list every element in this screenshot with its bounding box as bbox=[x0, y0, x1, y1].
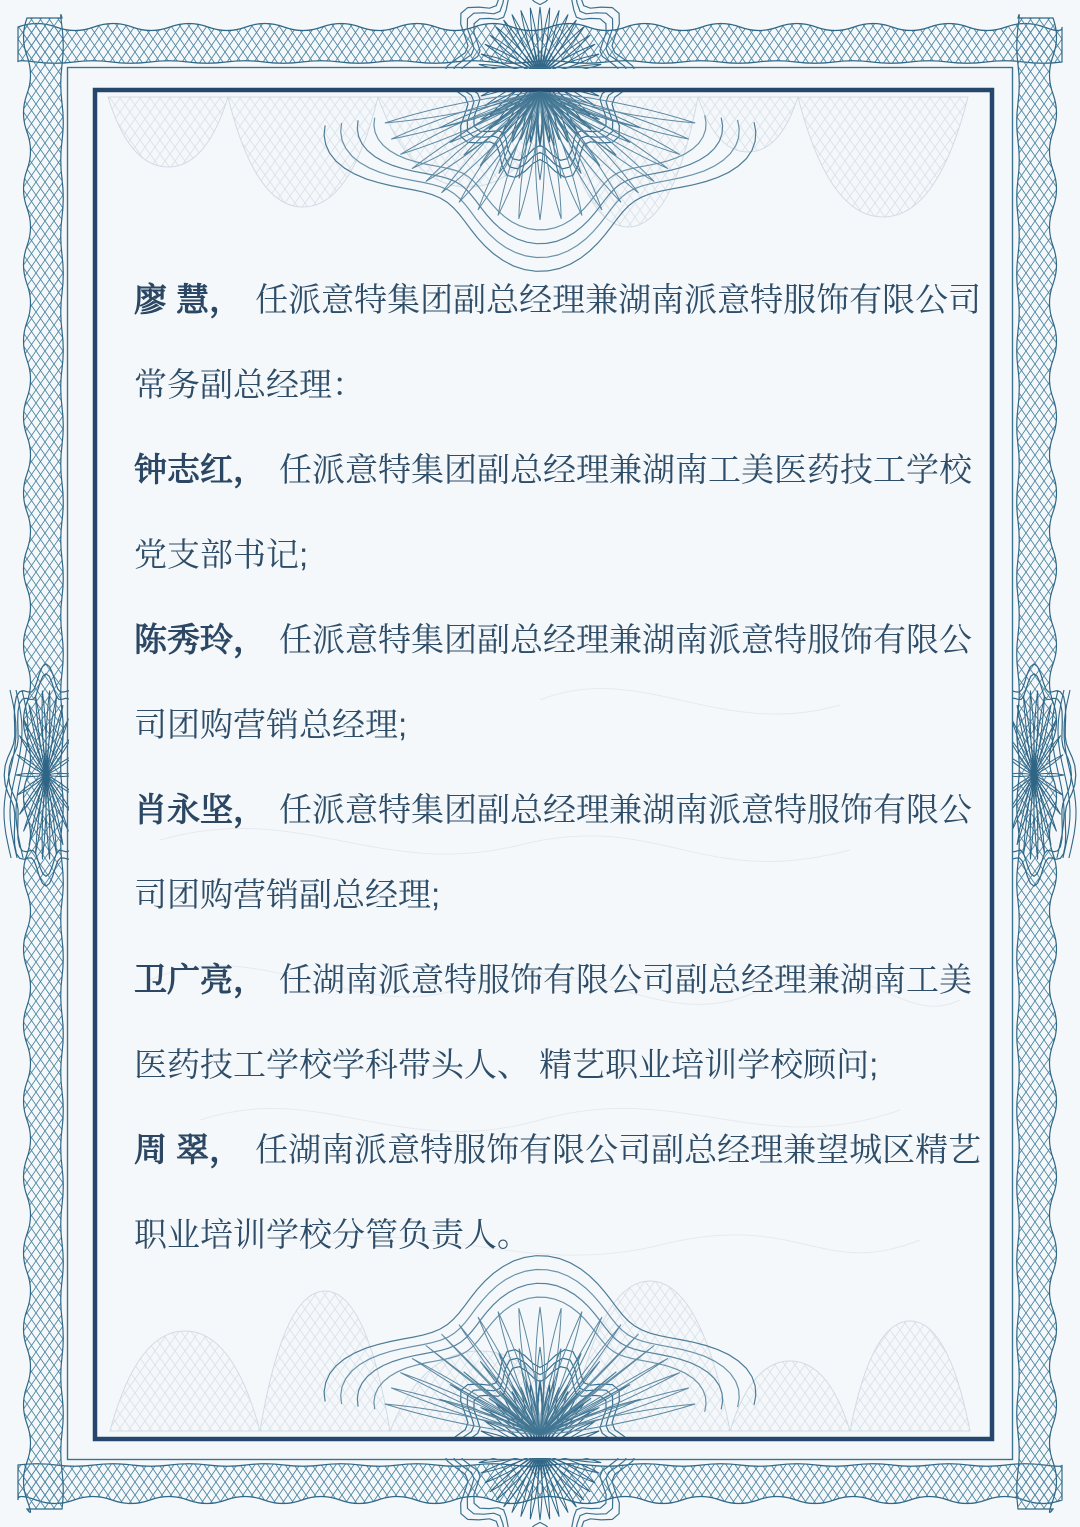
name-comma: ， bbox=[209, 1131, 243, 1168]
person-name: 周 翠 bbox=[134, 1131, 210, 1168]
person-name: 陈秀玲 bbox=[134, 621, 233, 658]
appointment-text: 任湖南派意特服饰有限公司副总经理兼望城区精艺职业培训学校分管负责人。 bbox=[134, 1131, 982, 1253]
border-band-bottom bbox=[18, 1464, 1062, 1504]
appointment-text: 任派意特集团副总经理兼湖南派意特服饰有限公司常务副总经理： bbox=[134, 281, 982, 403]
appointment-entry bbox=[134, 1107, 988, 1277]
appointment-text: 任湖南派意特服饰有限公司副总经理兼湖南工美医药技工学校学科带头人、 精艺职业培训学校顾问; bbox=[134, 961, 972, 1083]
appointment-entry bbox=[134, 597, 988, 767]
appointment-entry bbox=[134, 257, 988, 427]
appointment-text: 任派意特集团副总经理兼湖南派意特服饰有限公司团购营销副总经理; bbox=[134, 791, 972, 913]
appointment-list bbox=[134, 257, 988, 1277]
person-name: 钟志红 bbox=[134, 451, 233, 488]
name-comma: ， bbox=[209, 281, 243, 318]
bottom-guilloche-cloud bbox=[110, 1281, 970, 1431]
name-comma: ， bbox=[233, 621, 266, 658]
appointment-text: 任派意特集团副总经理兼湖南派意特服饰有限公司团购营销总经理; bbox=[134, 621, 972, 743]
person-name: 廖 慧 bbox=[134, 281, 210, 318]
appointment-entry bbox=[134, 937, 988, 1107]
appointment-entry bbox=[134, 767, 988, 937]
person-name: 肖永坚 bbox=[134, 791, 233, 828]
person-name: 卫广亮 bbox=[134, 961, 233, 998]
appointment-text: 任派意特集团副总经理兼湖南工美医药技工学校党支部书记; bbox=[134, 451, 972, 573]
name-comma: ， bbox=[233, 961, 266, 998]
name-comma: ， bbox=[233, 791, 266, 828]
border-band-top bbox=[18, 24, 1062, 64]
appointment-entry bbox=[134, 427, 988, 597]
name-comma: ， bbox=[233, 451, 266, 488]
